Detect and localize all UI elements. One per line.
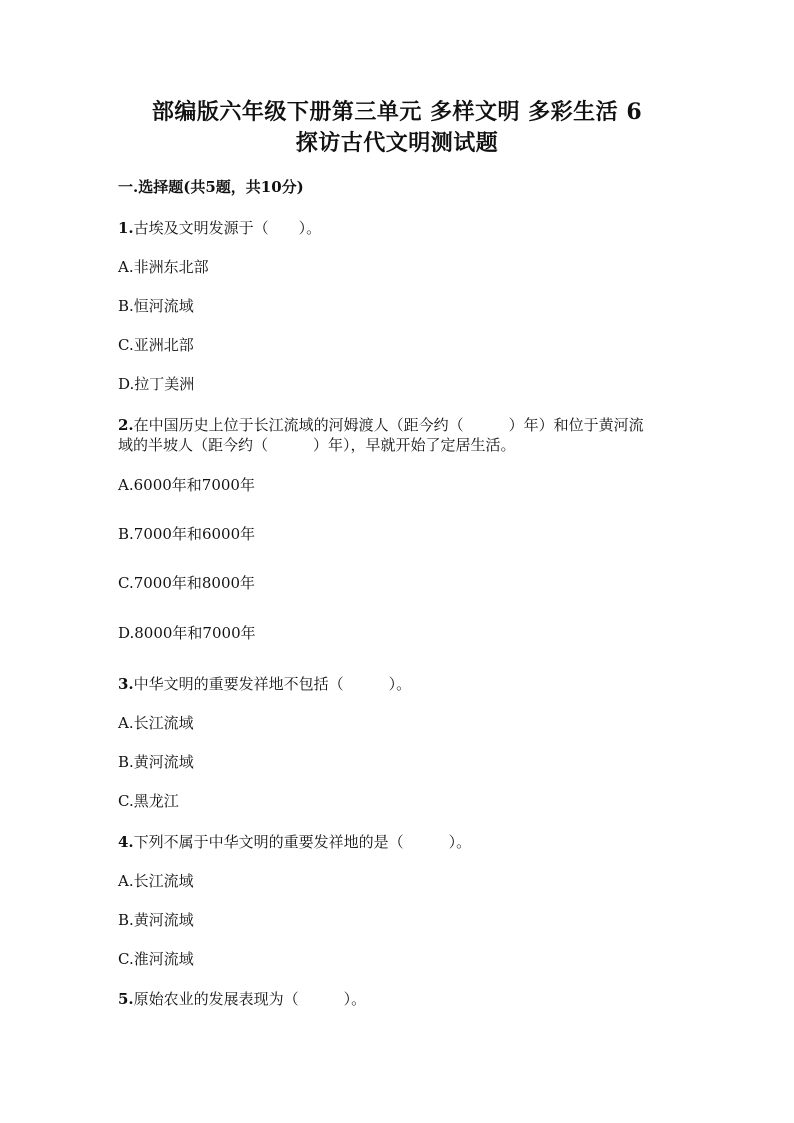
question-number: 4. bbox=[118, 833, 134, 851]
question-stem-line-1: 在中国历史上位于长江流域的河姆渡人（距今约（ ）年）和位于黄河流 bbox=[133, 416, 644, 434]
option-1c: C.亚洲北部 bbox=[118, 336, 194, 354]
option-2a: A.6000年和7000年 bbox=[118, 476, 255, 494]
question-number: 3. bbox=[118, 675, 134, 693]
question-3 bbox=[118, 674, 411, 694]
option-1a: A.非洲东北部 bbox=[118, 258, 209, 276]
option-1b: B.恒河流域 bbox=[118, 297, 194, 315]
option-4a: A.长江流域 bbox=[118, 872, 194, 890]
option-2b: B.7000年和6000年 bbox=[118, 525, 256, 543]
option-3b: B.黄河流域 bbox=[118, 753, 194, 771]
question-stem: 中华文明的重要发祥地不包括（ ）。 bbox=[133, 675, 412, 693]
page-title-line-1: 部编版六年级下册第三单元 多样文明 多彩生活 6 bbox=[151, 99, 643, 125]
question-stem: 原始农业的发展表现为（ ）。 bbox=[133, 990, 367, 1008]
section-heading: 一.选择题(共5题，共10分) bbox=[118, 178, 304, 196]
option-4b: B.黄河流域 bbox=[118, 911, 194, 929]
question-number: 2. bbox=[118, 416, 134, 434]
question-2 bbox=[118, 415, 644, 435]
option-1d: D.拉丁美洲 bbox=[118, 375, 195, 393]
option-2c: C.7000年和8000年 bbox=[118, 574, 256, 592]
question-4 bbox=[118, 832, 471, 852]
page-title-line-2: 探访古代文明测试题 bbox=[295, 130, 499, 156]
option-3a: A.长江流域 bbox=[118, 714, 194, 732]
question-1 bbox=[118, 218, 321, 238]
question-stem: 古埃及文明发源于（ ）。 bbox=[133, 219, 322, 237]
option-3c: C.黑龙江 bbox=[118, 792, 179, 810]
option-2d: D.8000年和7000年 bbox=[118, 624, 256, 642]
option-4c: C.淮河流域 bbox=[118, 950, 194, 968]
question-2-line-2: 域的半坡人（距今约（ ）年），早就开始了定居生活。 bbox=[118, 436, 516, 454]
question-number: 5. bbox=[118, 990, 134, 1008]
question-number: 1. bbox=[118, 219, 134, 237]
question-stem: 下列不属于中华文明的重要发祥地的是（ ）。 bbox=[133, 833, 472, 851]
question-5 bbox=[118, 989, 366, 1009]
